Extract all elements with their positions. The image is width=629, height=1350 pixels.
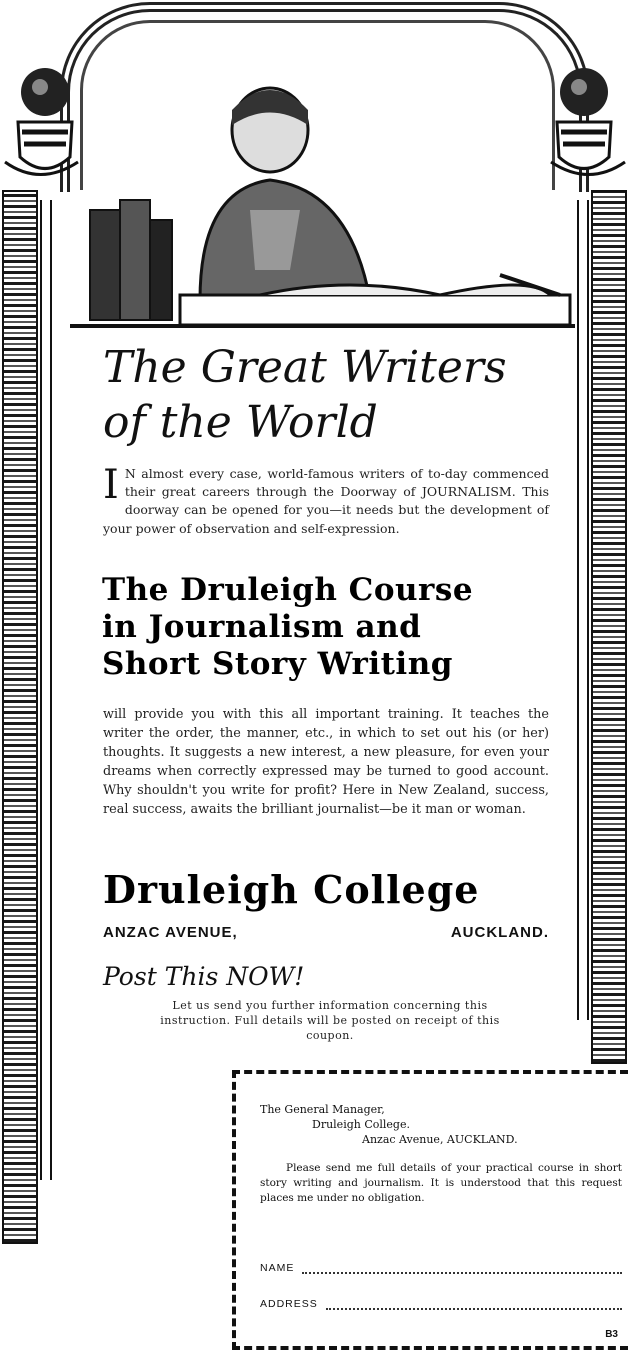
- writer-illustration: [70, 70, 575, 330]
- drop-cap: I: [103, 462, 119, 508]
- college-address: [103, 924, 549, 941]
- intro-text: N almost every case, world-famous writers of to-day commenced their great careers through the Doorway of JOURNALISM. This doorway can be opened for you—it needs but the development of your power of observation and self-expression.: [103, 466, 549, 536]
- course-title: [102, 572, 562, 683]
- college-street: ANZAC AVENUE,: [103, 924, 238, 941]
- right-ornamental-border: [591, 190, 627, 1064]
- address-label: ADDRESS: [260, 1298, 318, 1310]
- left-crest-icon: [0, 62, 80, 182]
- name-label: NAME: [260, 1262, 295, 1274]
- course-title-line: Short Story Writing: [102, 646, 453, 682]
- post-note: Let us send you further information concerning this instruction. Full details will be posted on receipt of this coupon.: [160, 999, 500, 1042]
- intro-paragraph: [103, 462, 549, 538]
- right-inner-rule: [577, 200, 589, 1020]
- left-ornamental-border: [2, 190, 38, 1244]
- coupon-street: Anzac Avenue, AUCKLAND.: [362, 1133, 518, 1146]
- address-blank[interactable]: [326, 1300, 622, 1310]
- coupon-code: B3: [605, 1329, 618, 1340]
- course-title-line: The Druleigh Course: [102, 572, 474, 608]
- course-title-line: in Journalism and: [102, 609, 422, 645]
- coupon-college: Druleigh College.: [312, 1118, 410, 1131]
- address-field[interactable]: [260, 1298, 622, 1310]
- name-blank[interactable]: [302, 1264, 622, 1274]
- post-heading: Post This NOW!: [103, 962, 305, 991]
- course-description: will provide you with this all important training. It teaches the writer the order, the manner, etc., in which to set out his (or her) thoughts. It suggests a new interest, a new pleasure, for even your dreams when correctly expressed may be turned to good account. Why shouldn't you write for profit? Here in New Zealand, success, real success, awaits the brilliant journalist—be it man or woman.: [103, 707, 549, 817]
- college-name: Druleigh College: [103, 867, 480, 912]
- college-city: AUCKLAND.: [450, 924, 549, 941]
- coupon-text: [260, 1102, 622, 1206]
- left-inner-rule: [40, 200, 52, 1180]
- book-icon: [90, 210, 120, 320]
- name-field[interactable]: [260, 1262, 622, 1274]
- mail-coupon[interactable]: [232, 1070, 628, 1350]
- headline-line: of the World: [103, 397, 378, 448]
- headline: [103, 340, 573, 450]
- coupon-addressee: The General Manager,: [260, 1103, 385, 1116]
- headline-line: The Great Writers: [103, 342, 507, 393]
- coupon-request: Please send me full details of your practical course in short story writing and journalism. It is understood that this request places me under no obligation.: [260, 1162, 622, 1204]
